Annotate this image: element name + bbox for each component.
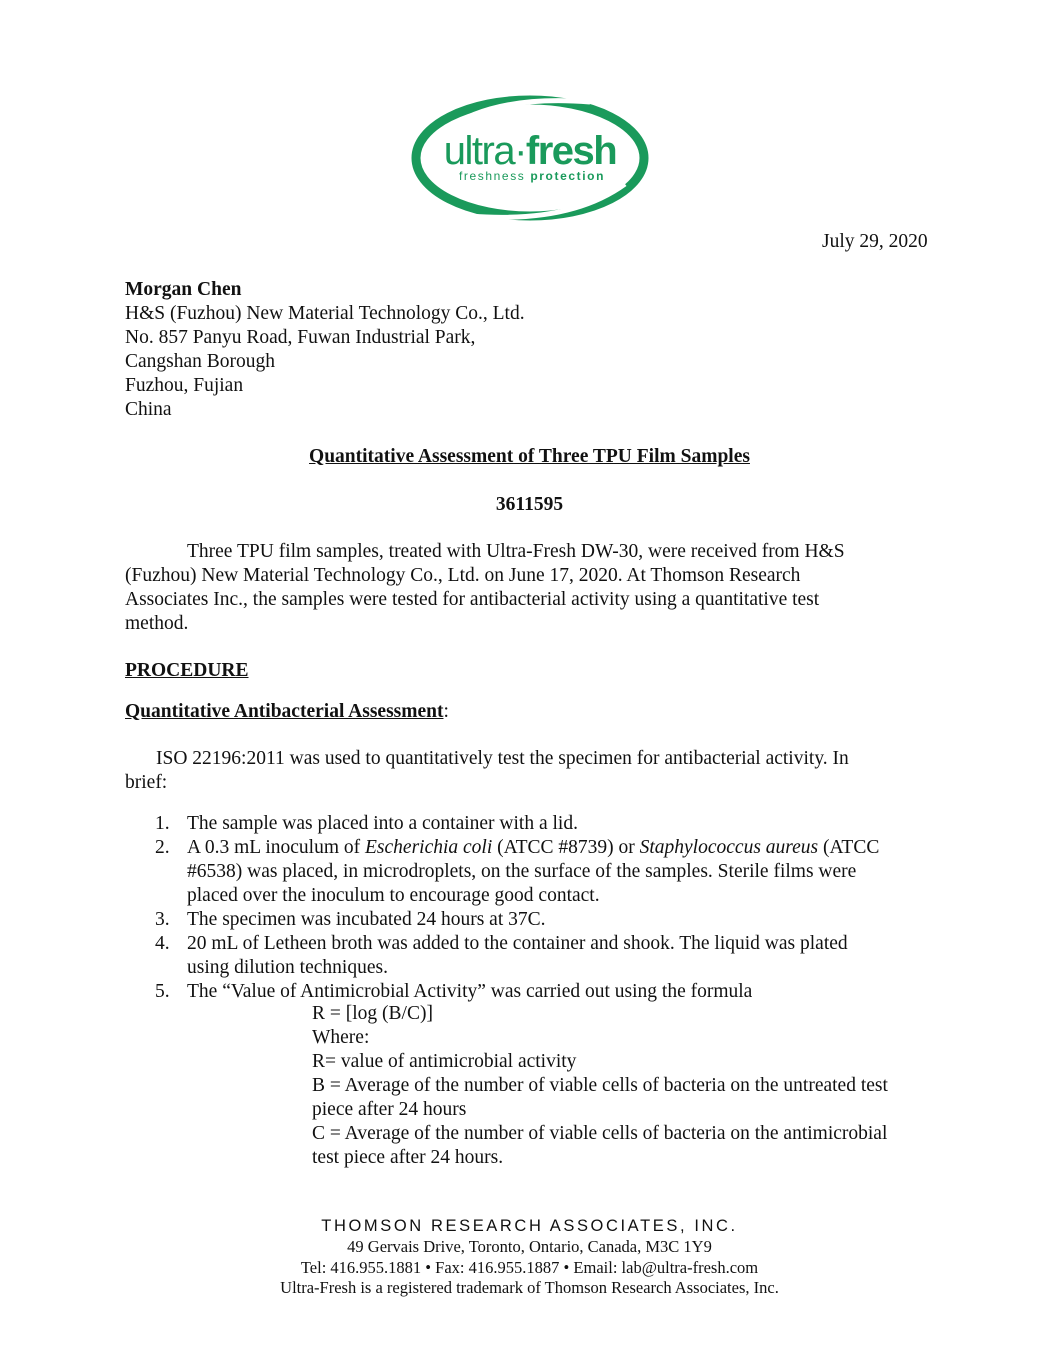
letter-date: July 29, 2020	[822, 231, 928, 252]
organism-name: Escherichia coli	[365, 837, 493, 858]
iso-line: brief:	[125, 772, 168, 793]
footer-trademark: Ultra-Fresh is a registered trademark of Thomson Research Associates, Inc.	[280, 1278, 779, 1297]
document-title	[0, 445, 1059, 469]
recipient-name: Morgan Chen	[125, 279, 242, 300]
letterhead-footer	[0, 1215, 1059, 1299]
quantitative-subheading	[125, 700, 449, 724]
step-text-part: A 0.3 mL inoculum of	[187, 837, 366, 858]
step-number: 5.	[155, 981, 170, 1002]
subheading-colon: :	[443, 701, 449, 722]
step-text: The sample was placed into a container with a lid.	[187, 813, 578, 834]
step-text: The specimen was incubated 24 hours at 37C.	[187, 909, 546, 930]
step-text: #6538) was placed, in microdroplets, on the surface of the samples. Sterile films were	[187, 861, 857, 882]
step-number: 1.	[155, 813, 170, 834]
reference-number: 3611595	[495, 494, 564, 515]
formula-line: R= value of antimicrobial activity	[312, 1051, 577, 1072]
step-item	[155, 932, 879, 980]
formula-line: test piece after 24 hours.	[312, 1147, 504, 1168]
logo-brand-light: ultra	[443, 129, 515, 173]
ultra-fresh-logo	[410, 94, 650, 222]
step-number: 2.	[155, 837, 170, 858]
step-text	[187, 836, 879, 860]
step-text: The “Value of Antimicrobial Activity” was carried out using the formula	[187, 981, 753, 1002]
procedure-heading: PROCEDURE	[125, 660, 249, 681]
recipient-address	[125, 278, 525, 422]
intro-line: (Fuzhou) New Material Technology Co., Ltd. on June 17, 2020. At Thomson Research	[125, 565, 801, 586]
address-line: China	[125, 399, 172, 420]
logo-brand-dot: ·	[514, 129, 526, 173]
step-number: 3.	[155, 909, 170, 930]
iso-paragraph	[125, 747, 849, 795]
footer-company: THOMSON RESEARCH ASSOCIATES, INC.	[321, 1217, 738, 1235]
svg-text:freshness protection	[459, 169, 605, 183]
iso-line: ISO 22196:2011 was used to quantitatively test the specimen for antibacterial activity. In	[156, 748, 849, 769]
formula-line: piece after 24 hours	[312, 1099, 467, 1120]
intro-line: Three TPU film samples, treated with Ultra-Fresh DW-30, were received from H&S	[187, 541, 845, 562]
step-item	[155, 980, 879, 1004]
formula-block	[312, 1002, 888, 1170]
footer-address: 49 Gervais Drive, Toronto, Ontario, Canada, M3C 1Y9	[347, 1237, 712, 1256]
step-text: 20 mL of Letheen broth was added to the container and shook. The liquid was plated	[187, 933, 848, 954]
document-title-text: Quantitative Assessment of Three TPU Film Samples	[309, 446, 750, 467]
step-item	[155, 836, 879, 908]
svg-text:ultra·fresh	[444, 129, 616, 173]
intro-line: Associates Inc., the samples were tested for antibacterial activity using a quantitative test	[125, 589, 820, 610]
logo-tagline-bold: protection	[530, 169, 606, 183]
step-number: 4.	[155, 933, 170, 954]
step-text-part: (ATCC	[818, 837, 880, 858]
logo-tagline-light: freshness	[458, 169, 531, 183]
formula-line: B = Average of the number of viable cells of bacteria on the untreated test	[312, 1075, 888, 1096]
address-line: Fuzhou, Fujian	[125, 375, 244, 396]
address-line: No. 857 Panyu Road, Fuwan Industrial Park,	[125, 327, 476, 348]
logo-brand-bold: fresh	[525, 129, 617, 173]
step-text: placed over the inoculum to encourage good contact.	[187, 885, 600, 906]
formula-equation: R = [log (B/C)]	[312, 1003, 433, 1024]
intro-paragraph	[125, 540, 905, 636]
procedure-steps	[155, 812, 879, 1004]
address-line: Cangshan Borough	[125, 351, 276, 372]
organism-name: Staphylococcus aureus	[639, 837, 819, 858]
formula-line: Where:	[312, 1027, 370, 1048]
step-text-part: (ATCC #8739) or	[492, 837, 640, 858]
quantitative-subheading-text: Quantitative Antibacterial Assessment	[125, 701, 444, 722]
footer-contact: Tel: 416.955.1881 • Fax: 416.955.1887 • Email: lab@ultra-fresh.com	[300, 1257, 759, 1277]
logo-ellipse-icon	[410, 94, 650, 222]
step-item	[155, 812, 879, 836]
address-line: H&S (Fuzhou) New Material Technology Co., Ltd.	[125, 303, 525, 324]
formula-line: C = Average of the number of viable cells of bacteria on the antimicrobial	[312, 1123, 888, 1144]
intro-line: method.	[125, 613, 189, 634]
step-text: using dilution techniques.	[187, 957, 388, 978]
step-item	[155, 908, 879, 932]
